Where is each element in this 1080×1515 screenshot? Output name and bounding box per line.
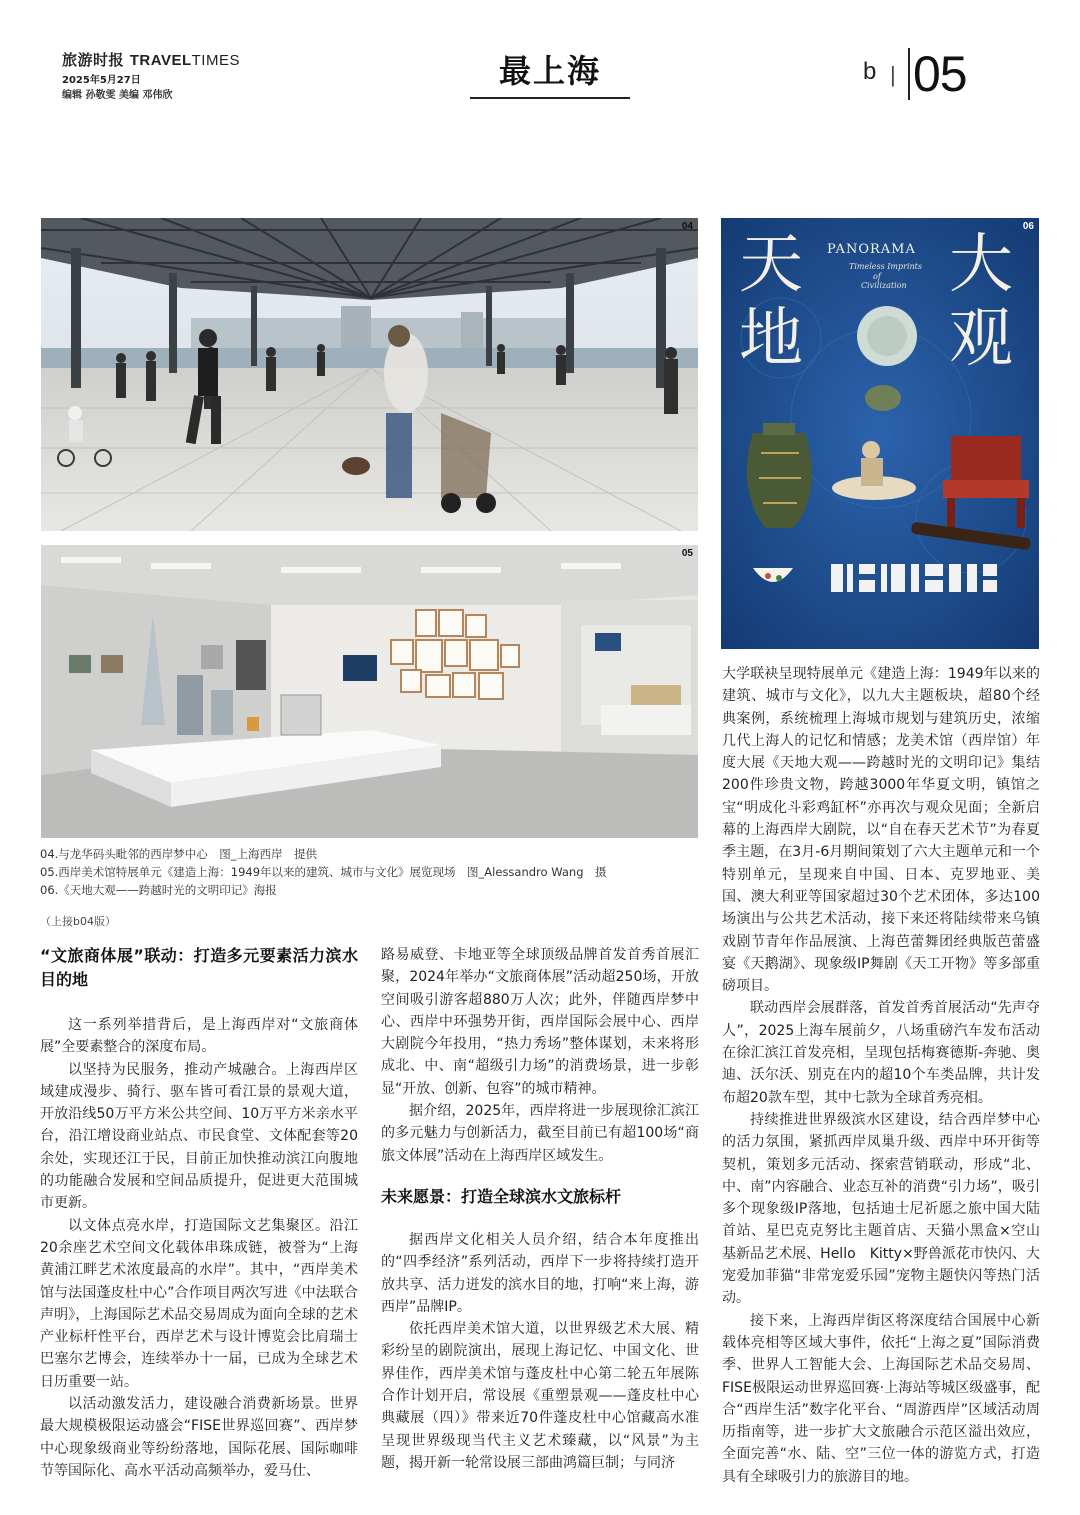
continue-note: （上接b04版） — [40, 915, 116, 928]
paragraph: 持续推进世界级滨水区建设，结合西岸梦中心的活力氛围，紧抓西岸凤巢升级、西岸中环开街等契机，策划多元活动、探索营销联动，形成“北、中、南”内容融合、业态互补的消费“引力场”，吸引多个现象级IP落地，包括迪士尼祈愿之旅中国大陆首站、星巴克克努比主题首店、天猫小黑盒×空山基新品艺术展、Hello Kitty×野兽派花市快闪、大宠爱加菲猫“非常宠爱乐园”宠物主题快闪等热门活动。 — [722, 1111, 1040, 1307]
heading-integration: “文旅商体展”联动：打造多元要素活力滨水目的地 — [40, 946, 358, 989]
article-column-1 — [40, 944, 358, 1482]
heading-future-vision: 未来愿景：打造全球滨水文旅标杆 — [381, 1186, 622, 1206]
poster-en-subtitle-2: of — [873, 272, 881, 281]
editor-credits: 编辑 孙敬雯 美编 邓伟欣 — [62, 90, 173, 101]
section-underline — [470, 97, 630, 99]
paragraph: 据西岸文化相关人员介绍，结合本年度推出的“四季经济”系列活动，西岸下一步将持续打造开放共享、活力迸发的滨水目的地，打响“来上海，游西岸”品牌IP。 — [381, 1231, 699, 1315]
page-number: 05 — [913, 46, 967, 102]
brand-en-bold: TRAVEL — [129, 52, 192, 69]
photo-riverside-canopy — [41, 218, 698, 531]
poster-char-tian: 天 — [739, 228, 803, 302]
poster-en-title: PANORAMA — [827, 242, 916, 257]
paragraph: 联动西岸会展群落，首发首秀首展活动“先声夺人”，2025上海车展前夕，八场重磅汽车发布活动在徐汇滨江首发亮相，呈现包括梅赛德斯-奔驰、奥迪、沃尔沃、别克在内的超10个车类品牌，共计发布超20款车型，其中七款为全球首秀亮相。 — [722, 1000, 1040, 1106]
page-vertical-rule — [908, 48, 910, 100]
photo-exhibition-hall — [41, 545, 698, 838]
photo-number-06: 06 — [1022, 221, 1034, 232]
photo-number-05: 05 — [681, 548, 693, 559]
caption-06: 06.《天地大观——跨越时光的文明印记》海报 — [40, 883, 277, 897]
issue-date: 2025年5月27日 — [62, 75, 141, 86]
poster-char-da: 大 — [949, 228, 1013, 302]
paragraph: 接下来，上海西岸街区将深度结合国展中心新载体亮相等区域大事件，依托“上海之夏”国际消费季、世界人工智能大会、上海国际艺术品交易周、FISE极限运动世界巡回赛·上海站等城区级盛事，配合“西岸生活”数字化平台、“周游西岸”区域活动周历指南等，进一步扩大文旅融合示范区溢出效应，全面完善“水、陆、空”三位一体的游览方式，打造具有全球吸引力的旅游目的地。 — [722, 1312, 1040, 1485]
brand-en-thin: TIMES — [191, 52, 240, 69]
paragraph: 依托西岸美术馆大道，以世界级艺术大展、精彩纷呈的剧院演出，展现上海记忆、中国文化、世界佳作，西岸美术馆与蓬皮杜中心第二轮五年展陈合作计划开启，常设展《重塑景观——蓬皮杜中心典藏展（四）》带来近70件蓬皮杜中心馆藏高水准呈现世界级现当代主义艺术臻藏，以“风景”为主题，揭开新一轮常设展三部曲鸿篇巨制；与同济 — [381, 1321, 699, 1471]
poster-en-subtitle-1: Timeless Imprints — [849, 262, 922, 271]
article-column-3 — [722, 663, 1040, 1488]
paragraph: 据介绍，2025年，西岸将进一步展现徐汇滨江的多元魅力与创新活力，截至目前已有超100场“商旅文体展”活动在上海西岸区域发生。 — [381, 1103, 699, 1164]
paragraph: 以坚持为民服务，推动产城融合。上海西岸区域建成漫步、骑行、驱车皆可看江景的景观大道，开放沿线50万平方米公共空间、10万平方米亲水平台，沿江增设商业站点、市民食堂、文体配套等20余处，实现还江于民，目前正加快推动滨江向腹地的功能融合发展和空间品质提升，促进更大范围城市更新。 — [40, 1061, 358, 1212]
poster-char-guan: 观 — [949, 302, 1013, 376]
caption-05: 05.西岸美术馆特展单元《建造上海：1949年以来的建筑、城市与文化》展览现场 图_Alessandro Wang 摄 — [40, 865, 607, 879]
paragraph: 这一系列举措背后，是上海西岸对“文旅商体展”全要素整合的深度布局。 — [40, 1017, 358, 1056]
poster-char-di: 地 — [739, 302, 803, 376]
page-separator: | — [890, 62, 896, 87]
section-title: 最上海 — [498, 52, 601, 90]
newspaper-brand — [62, 49, 240, 70]
poster-en-subtitle-3: Civilization — [861, 281, 907, 290]
poster-title-left — [739, 228, 803, 376]
caption-04: 04.与龙华码头毗邻的西岸梦中心 图_上海西岸 提供 — [40, 847, 318, 861]
paragraph: 以文体点亮水岸，打造国际文艺集聚区。沿江20余座艺术空间文化载体串珠成链，被誉为“上海黄浦江畔艺术浓度最高的水岸”。其中，“西岸美术馆与法国蓬皮杜中心”合作项目两次写进《中法联合声明》，上海国际艺术品交易周成为面向全球的艺术产业标杆性平台，西岸艺术与设计博览会比肩瑞士巴塞尔艺博会，连续举办十一届，已成为全球艺术日历重要一站。 — [40, 1217, 358, 1390]
brand-cn: 旅游时报 — [62, 51, 125, 69]
photo-number-04: 04 — [681, 221, 693, 232]
paragraph: 大学联袂呈现特展单元《建造上海：1949年以来的建筑、城市与文化》，以九大主题板块，超80个经典案例，系统梳理上海城市规划与建筑历史，浓缩几代上海人的记忆和情感；龙美术馆（西岸馆）年度大展《天地大观——跨越时光的文明印记》集结200件珍贵文物，跨越3000年华夏文明，镇馆之宝“明成化斗彩鸡缸杯”亦再次与观众见面；全新启幕的上海西岸大剧院，以“自在春天艺术节”为春夏季主题，在3月-6月期间策划了六大主题单元和一个特别单元，呈现来自中国、日本、克罗地亚、美国、澳大利亚等国家超过30个艺术团体，多达100场演出与公共艺术活动，接下来还将陆续带来乌镇戏剧节青年作品展演、上海芭蕾舞团经典版芭蕾盛宴《天鹅湖》、现象级IP舞剧《天工开物》等多部重磅项目。 — [722, 666, 1040, 995]
page-prefix: b — [863, 58, 877, 85]
paragraph: 路易威登、卡地亚等全球顶级品牌首发首秀首展汇聚，2024年举办“文旅商体展”活动超250场，开放空间吸引游客超880万人次；此外，伴随西岸梦中心、西岸中环强势开街，西岸国际会展中心、西岸大剧院今年投用，“热力秀场”整体谋划，未来将形成北、中、南“超级引力场”的消费场景，进一步彰显“开放、创新、包容”的城市精神。 — [381, 947, 699, 1097]
poster-title-right — [949, 228, 1013, 376]
article-column-2 — [381, 944, 699, 1474]
paragraph: 以活动激发活力，建设融合消费新场景。世界最大规模极限运动盛会“FISE世界巡回赛”、西岸梦中心现象级商业等纷纷落地，国际花展、国际咖啡节等国际化、高水平活动高频举办，爱马仕、 — [40, 1396, 358, 1479]
poster-panorama — [721, 218, 1039, 649]
